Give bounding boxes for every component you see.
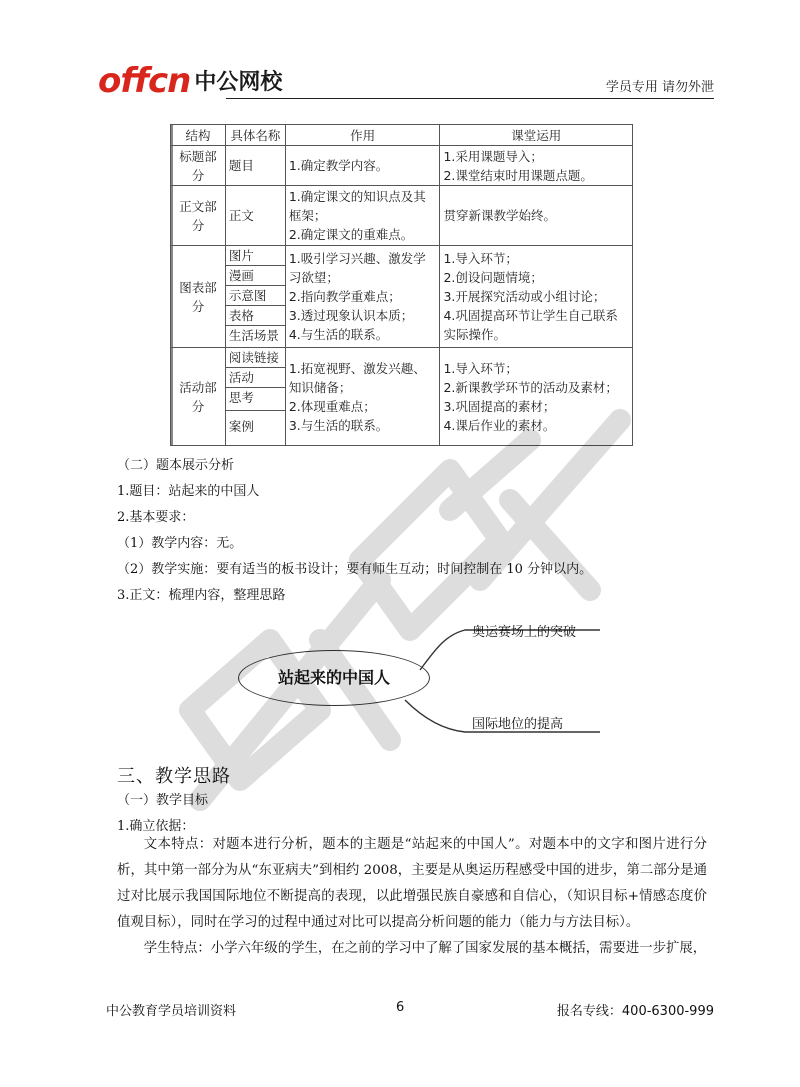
section-title: 三、教学思路 [117,766,231,787]
table-row [171,246,633,348]
function-line: 1.吸引学习兴趣、激发学习欲望； [288,251,426,285]
column-header: 具体名称 [225,125,285,146]
function-line: 3.与生活的联系。 [288,417,389,433]
paragraph-student-features: 学生特点：小学六年级的学生，在之前的学习中了解了国家发展的基本概括，需要进一步扩展， [143,941,707,956]
page-number: 6 [396,1000,405,1015]
body-line: 1.题目：站起来的中国人 [117,484,260,499]
footer-left: 中公教育学员培训资料 [106,1004,237,1019]
usage-cell [440,348,633,446]
function-cell [285,146,440,186]
name-item: 案例 [228,419,254,434]
table-header-row [171,125,633,146]
subsection-heading: （二）题本展示分析 [117,458,235,473]
name-item: 表格 [226,306,285,326]
table-row [171,348,633,446]
name-item: 活动 [226,368,285,388]
name-cell: 正文 [225,186,285,246]
name-cell: 题目 [225,146,285,186]
footer-hotline: 报名专线：400-6300-999 [556,1004,714,1019]
body-line: 1.确立依据： [117,819,195,834]
function-cell [285,246,440,348]
function-line: 4.与生活的联系。 [288,327,389,342]
name-item: 漫画 [226,266,285,286]
function-line: 2.确定课文的重难点。 [288,227,414,242]
mind-map-branch: 国际地位的提高 [472,717,564,732]
subsection-heading: （一）教学目标 [117,793,209,808]
usage-line: 3.巩固提高的素材； [443,398,556,414]
body-line: 3.正文：梳理内容，整理思路 [117,588,286,603]
function-line: 1.确定课文的知识点及其框架； [288,189,426,223]
header-confidential-note: 学员专用 请勿外泄 [605,80,714,95]
logo-wordmark: offcn [98,61,191,101]
structure-cell: 活动部分 [171,348,226,446]
function-cell [285,186,440,246]
usage-line: 1.导入环节； [443,360,518,376]
usage-line: 4.巩固提高环节让学生自己联系实际操作。 [443,308,618,342]
column-header: 结构 [171,125,226,146]
paragraph-text-features: 文本特点：对题本进行分析，题本的主题是“站起来的中国人”。对题本中的文字和图片进行分析，其中第一部分为从“东亚病夫”到相约 2008，主要是从奥运历程感受中国的进步，第二部分是通过对比展示我国国际地位不断提高的表现，以此增强民族自豪感和自信心，（知识目标+情感态度价值观目标），同时在学习的过程中通过对比可以提高分析问题的能力（能力与方法目标）。 [117,837,707,930]
name-cell [225,348,285,446]
table-row [171,146,633,186]
function-line: 1.拓宽视野、激发兴趣、知识储备； [288,360,426,395]
table-row [171,186,633,246]
body-line: （2）教学实施：要有适当的板书设计；要有师生互动；时间控制在 10 分钟以内。 [117,562,593,577]
name-item: 生活场景 [228,328,279,343]
body-line: 2.基本要求： [117,510,195,525]
usage-line: 2.新课教学环节的活动及素材； [443,379,618,395]
function-line: 1.确定教学内容。 [288,158,389,173]
logo-chinese-name: 中公网校 [194,70,283,95]
name-item: 图片 [226,246,285,266]
offcn-logo [98,61,283,101]
name-item: 阅读链接 [226,348,285,368]
usage-line: 3.开展探究活动或小组讨论； [443,289,606,304]
function-line: 3.透过现象认识本质； [288,308,414,323]
usage-cell [440,246,633,348]
usage-line: 4.课后作业的素材。 [443,417,556,433]
structure-table [170,124,633,446]
name-cell [225,246,285,348]
structure-cell: 正文部分 [171,186,226,246]
mind-map-central-topic: 站起来的中国人 [238,650,430,706]
name-item: 思考 [226,388,285,411]
function-cell [285,348,440,446]
usage-line: 贯穿新课教学始终。 [443,208,556,223]
usage-line: 1.采用课题导入； [443,148,543,164]
column-header: 作用 [285,125,440,146]
function-line: 2.指向教学重难点； [288,289,401,304]
usage-cell [440,146,633,186]
usage-line: 2.课堂结束时用课题点题。 [443,167,593,183]
mind-map-branch: 奥运赛场上的突破 [472,625,577,640]
body-line: （1）教学内容：无。 [117,536,243,551]
usage-line: 2.创设问题情境； [443,270,543,285]
column-header: 课堂运用 [440,125,633,146]
header-rule [226,98,714,99]
function-line: 2.体现重难点； [288,398,376,414]
structure-cell: 标题部分 [171,146,226,186]
name-item: 示意图 [226,286,285,306]
usage-cell [440,186,633,246]
structure-cell: 图表部分 [171,246,226,348]
usage-line: 1.导入环节； [443,251,518,266]
